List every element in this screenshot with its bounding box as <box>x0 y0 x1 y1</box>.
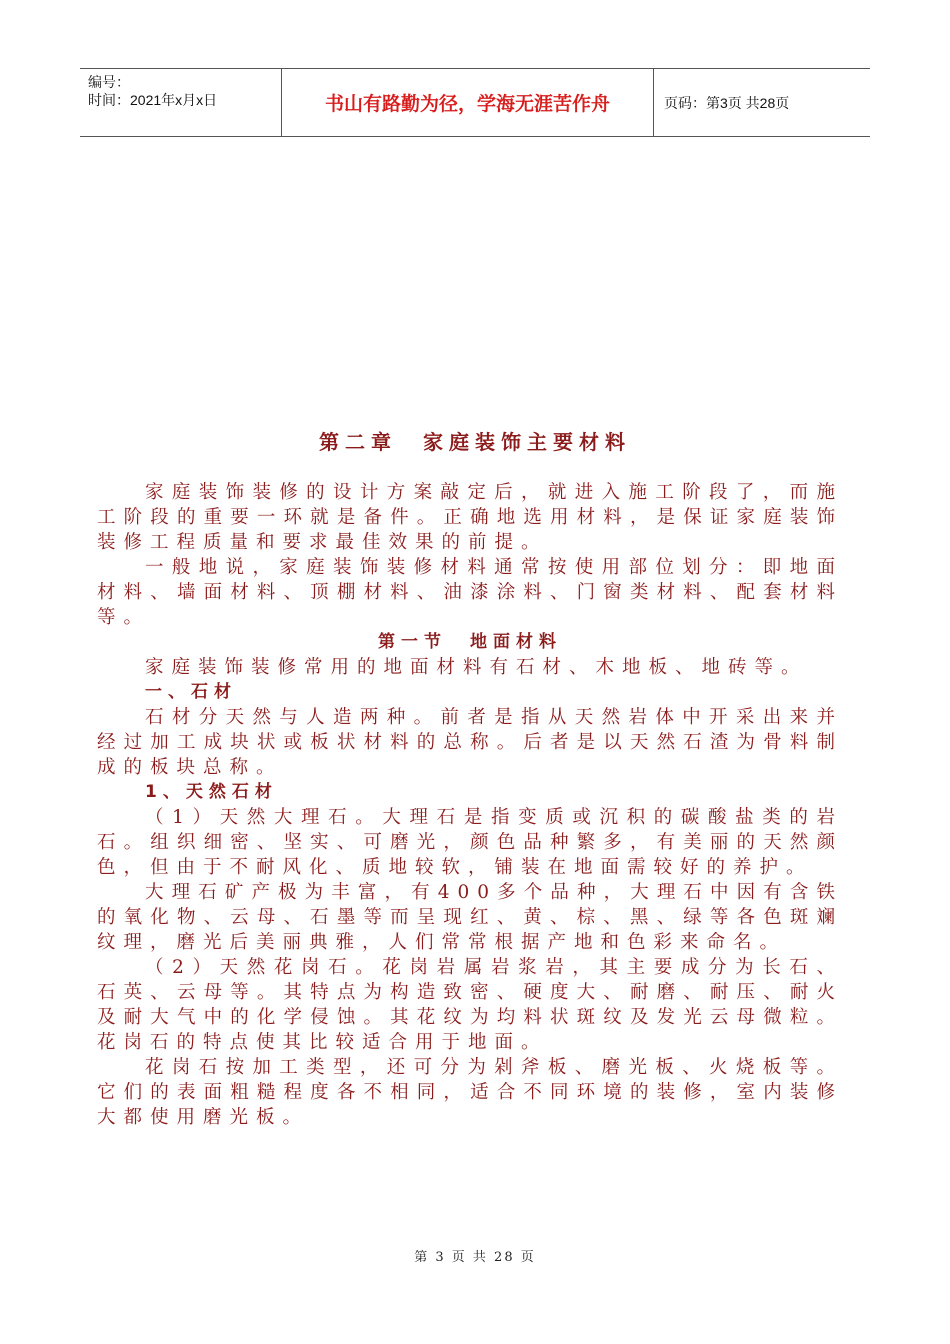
document-body <box>97 480 843 1130</box>
page-label: 页码：第3页 共28页 <box>664 94 790 111</box>
chapter-title: 第二章 家庭装饰主要材料 <box>319 430 631 454</box>
header-left-cell <box>80 69 282 136</box>
section-title: 第一节 地面材料 <box>378 632 562 652</box>
stone-paragraph: 石材分天然与人造两种。前者是指从天然岩体中开采出来并经过加工成块状或板状材料的总称。后者是以天然石渣为骨料制成的板块总称。 <box>97 707 843 778</box>
intro-paragraph-2: 一般地说，家庭装饰装修材料通常按使用部位划分：即地面材料、墙面材料、顶棚材料、油漆涂料、门窗类材料、配套材料等。 <box>97 557 843 628</box>
marble-paragraph: （1）天然大理石。大理石是指变质或沉积的碳酸盐类的岩石。组织细密、坚实、可磨光，颜色品种繁多，有美丽的天然颜色，但由于不耐风化、质地较软，铺装在地面需较好的养护。 <box>97 807 843 878</box>
granite-paragraph: （2）天然花岗石。花岗岩属岩浆岩，其主要成分为长石、石英、云母等。其特点为构造致密、硬度大、耐磨、耐压、耐火及耐大气中的化学侵蚀。其花纹为均料状斑纹及发光云母微粒。花岗石的特点使其比较适合用于地面。 <box>97 957 843 1053</box>
motto: 书山有路勤为径，学海无涯苦作舟 <box>282 69 654 136</box>
subsection-title-natural-stone: 1、天然石材 <box>145 782 278 802</box>
number-label: 编号： <box>88 74 130 90</box>
time-label: 时间：2021年x月x日 <box>88 92 218 108</box>
header-table <box>80 68 870 137</box>
intro-paragraph-1: 家庭装饰装修的设计方案敲定后，就进入施工阶段了，而施工阶段的重要一环就是备件。正确地选用材料，是保证家庭装饰装修工程质量和要求最佳效果的前提。 <box>97 482 843 553</box>
page-footer: 第 3 页 共 28 页 <box>414 1250 536 1265</box>
section-intro: 家庭装饰装修常用的地面材料有石材、木地板、地砖等。 <box>145 657 808 678</box>
marble-detail-paragraph: 大理石矿产极为丰富，有400多个品种，大理石中因有含铁的氧化物、云母、石墨等而呈现红、黄、棕、黑、绿等各色斑斓纹理，磨光后美丽典雅，人们常常根据产地和色彩来命名。 <box>97 882 843 953</box>
granite-detail-paragraph: 花岗石按加工类型，还可分为剁斧板、磨光板、火烧板等。它们的表面粗糙程度各不相同，适合不同环境的装修，室内装修大都使用磨光板。 <box>97 1057 843 1128</box>
subsection-title-stone: 一、石材 <box>145 682 237 702</box>
